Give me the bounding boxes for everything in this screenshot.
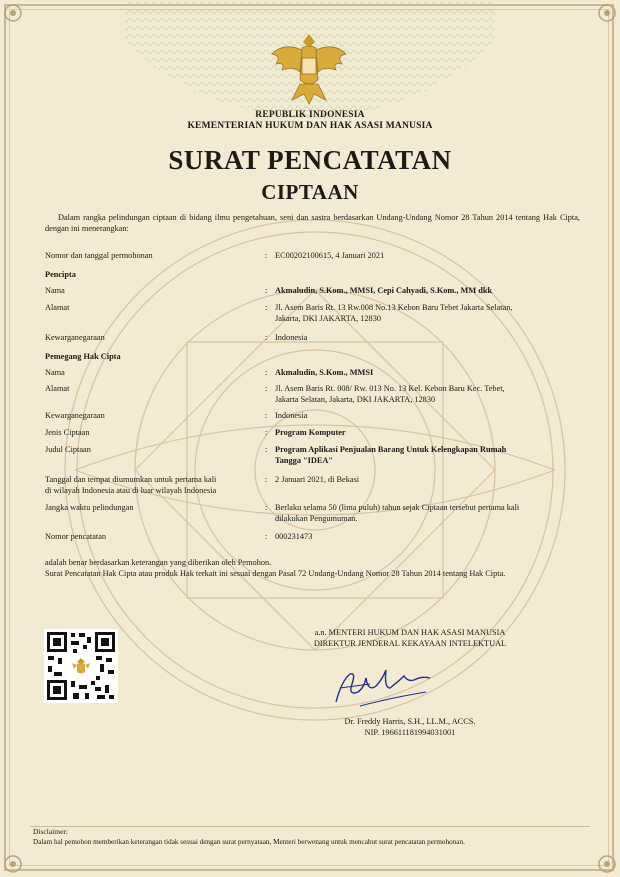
colon: :	[265, 251, 268, 260]
creator-address-label: Alamat	[45, 303, 70, 312]
protection-line1: Berlaku selama 50 (lima puluh) tahun sejak Ciptaan tersebut pertama kali	[275, 503, 520, 512]
record-number: 000231473	[275, 532, 313, 541]
corner-ornament	[2, 853, 24, 875]
corner-ornament	[2, 2, 24, 24]
colon: :	[265, 445, 268, 454]
protection-label: Jangka waktu pelindungan	[45, 503, 134, 512]
colon: :	[265, 428, 268, 437]
creator-name: Akmaludin, S.Kom., MMSI, Cepi Cahyadi, S.Kom., MM dkk	[275, 286, 493, 295]
announce-value: 2 Januari 2021, di Bekasi	[275, 475, 360, 484]
garuda-emblem-icon	[268, 28, 350, 108]
holder-nationality-label: Kewarganegaraan	[45, 411, 105, 420]
application-value: EC00202100615, 4 Januari 2021	[275, 251, 385, 260]
work-type-label: Jenis Ciptaan	[45, 428, 90, 437]
signature-icon	[330, 662, 440, 712]
colon: :	[265, 368, 268, 377]
closing-line1: adalah benar berdasarkan keterangan yang diberikan oleh Pemohon.	[45, 558, 272, 567]
signatory-position: DIREKTUR JENDERAL KEKAYAAN INTELEKTUAL	[313, 639, 507, 648]
colon: :	[265, 503, 268, 512]
creator-address-line2: Jakarta, DKI JAKARTA, 12830	[275, 314, 381, 323]
holder-name-label: Nama	[45, 368, 65, 377]
colon: :	[265, 384, 268, 393]
document-subtitle: CIPTAAN	[261, 180, 359, 204]
work-title-label: Judul Ciptaan	[45, 445, 91, 454]
announce-label-line1: Tanggal dan tempat diumumkan untuk pertama kali	[45, 475, 217, 484]
holder-heading: Pemegang Hak Cipta	[45, 352, 121, 361]
colon: :	[265, 475, 268, 484]
work-type: Program Komputer	[275, 428, 346, 437]
corner-ornament	[596, 2, 618, 24]
colon: :	[265, 532, 268, 541]
header-country: REPUBLIK INDONESIA	[255, 110, 365, 120]
creator-nationality: Indonesia	[275, 333, 308, 342]
holder-name: Akmaludin, S.Kom., MMSI	[275, 368, 374, 377]
colon: :	[265, 303, 268, 312]
document-title: SURAT PENCATATAN	[168, 145, 452, 175]
corner-ornament	[596, 853, 618, 875]
work-title-line1: Program Aplikasi Penjualan Barang Untuk Kelengkapan Rumah	[275, 445, 507, 454]
intro-paragraph: Dalam rangka pelindungan ciptaan di bidang ilmu pengetahuan, seni dan sastra berdasarkan Undang-Undang Nomor 28 Tahun 2014 tentang Hak Cipta, dengan ini menerangkan:	[45, 213, 580, 233]
signatory-on-behalf: a.n. MENTERI HUKUM DAN HAK ASASI MANUSIA	[314, 628, 506, 637]
colon: :	[265, 333, 268, 342]
holder-address-line2: Jakarta Selatan, Jakarta, DKI JAKARTA, 12830	[275, 395, 436, 404]
creator-heading: Pencipta	[45, 270, 76, 279]
announce-label-line2: di wilayah Indonesia atau di luar wilayah Indonesia	[45, 486, 217, 495]
work-title-line2: Tangga "IDEA"	[275, 456, 334, 465]
application-label: Nomor dan tanggal permohonan	[45, 251, 153, 260]
creator-address-line1: Jl. Asem Baris Rt. 13 Rw.008 No.13 Kebon Baru Tebet Jakarta Selatan,	[275, 303, 513, 312]
protection-line2: dilakukan Pengumuman.	[275, 514, 358, 523]
creator-name-label: Nama	[45, 286, 65, 295]
disclaimer-divider	[30, 826, 590, 827]
colon: :	[265, 286, 268, 295]
header-ministry: KEMENTERIAN HUKUM DAN HAK ASASI MANUSIA	[187, 121, 433, 131]
signatory-nip: NIP. 196611181994031001	[364, 728, 456, 737]
colon: :	[265, 411, 268, 420]
record-label: Nomor pencatatan	[45, 532, 107, 541]
holder-address-line1: Jl. Asem Baris Rt. 008/ Rw. 013 No. 13 Kel. Kebon Baru Kec. Tebet,	[275, 384, 505, 393]
disclaimer-heading: Disclaimer:	[33, 827, 68, 836]
closing-line2: Surat Pencatatan Hak Cipta atau produk Hak terkait ini sesuai dengan Pasal 72 Undang-Undang Nomor 28 Tahun 2014 tentang Hak Cipta.	[45, 569, 506, 578]
holder-address-label: Alamat	[45, 384, 70, 393]
holder-nationality: Indonesia	[275, 411, 308, 420]
signatory-name: Dr. Freddy Harris, S.H., LL.M., ACCS.	[344, 717, 476, 726]
qr-code-icon	[44, 629, 118, 703]
disclaimer-text: Dalam hal pemohon memberikan keterangan tidak sesuai dengan surat pernyataan, Menteri berwenang untuk mencabut surat pencatatan permohonan.	[33, 838, 465, 846]
creator-nationality-label: Kewarganegaraan	[45, 333, 105, 342]
